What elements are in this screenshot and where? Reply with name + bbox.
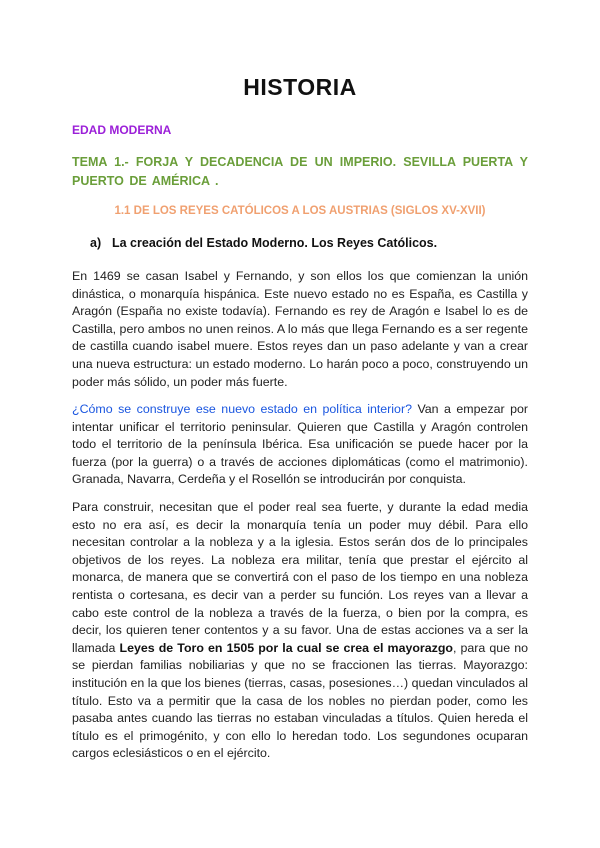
paragraph-2-text: Van a empezar por intentar unificar el territorio peninsular. Quieren que Castilla y Aragón controlen todo el territorio de la península Ibérica. Esa unificación se puede hacer por la fuerza (por la guerra) o a través de acciones diplomáticas (como el matrimonio). Granada, Navarra, Cerdeña y el Rosellón se introducirán por conquista. xyxy=(72,402,528,487)
paragraph-3-text-a: Para construir, necesitan que el poder real sea fuerte, y durante la edad media esto no era así, es decir la monarquía tenía un poder muy débil. Para ello necesitan controlar a la nobleza y a la iglesia. Estos serán dos de lo principales objetivos de los reyes. La nobleza era militar, tenía que prestar el ejército al monarca, de manera que se convertirá con el paso de los tiempo en una nobleza rentista o cortesana, es decir van a perder su función. Los reyes van a llevar a cabo este control de la nobleza a través de la fuerza, o bien por la compra, es decir, los quieren tener contentos y a su favor. Una de estas acciones va a ser la llamada xyxy=(72,500,528,655)
paragraph-3 xyxy=(72,499,528,763)
paragraph-1: En 1469 se casan Isabel y Fernando, y son ellos los que comienzan la unión dinástica, o monarquía hispánica. Este nuevo estado no es España, es Castilla y Aragón (España no existe todavía). Fernando es rey de Aragón e Isabel lo es de Castilla, pero ambos no unen reinos. A lo más que llega Fernando es a ser regente de castilla cuando isabel muere. Estos reyes dan un paso adelante y van a crear una nueva estructura: un estado moderno. Lo harán poco a poco, construyendo un poder más sólido, un poder más fuerte. xyxy=(72,269,528,389)
paragraph-3-text-b: , para que no se pierdan familias nobiliarias y que no se fraccionen las tierras. Mayorazgo: institución en la que los bienes (tierras, casas, posesiones…) quedan vinculados al título. Esto va a permitir que la casa de los nobles no pierdan poder, como les pasaba antes cuando las tierras no estaban vinculadas a títulos. Quien hereda el título es el primogénito, y con ello lo heredan todo. Los segundones ocuparan cargos eclesiásticos o en el ejército. xyxy=(72,640,528,761)
tema-heading: TEMA 1.- FORJA Y DECADENCIA DE UN IMPERIO. SEVILLA PUERTA Y PUERTO DE AMÉRICA . xyxy=(72,155,528,188)
paragraph-2-question: ¿Cómo se construye ese nuevo estado en política interior? xyxy=(72,402,412,416)
paragraph-3-bold: Leyes de Toro en 1505 por la cual se crea el mayorazgo xyxy=(119,640,453,655)
topic-heading-text: La creación del Estado Moderno. Los Reyes Católicos. xyxy=(112,236,438,250)
topic-heading-number: a) xyxy=(90,236,102,250)
section-heading: EDAD MODERNA xyxy=(72,123,172,137)
subsection-heading: 1.1 DE LOS REYES CATÓLICOS A LOS AUSTRIAS (SIGLOS XV-XVII) xyxy=(114,205,486,217)
document-title: HISTORIA xyxy=(243,74,357,100)
topic-heading xyxy=(90,236,437,250)
paragraph-2 xyxy=(72,401,528,489)
